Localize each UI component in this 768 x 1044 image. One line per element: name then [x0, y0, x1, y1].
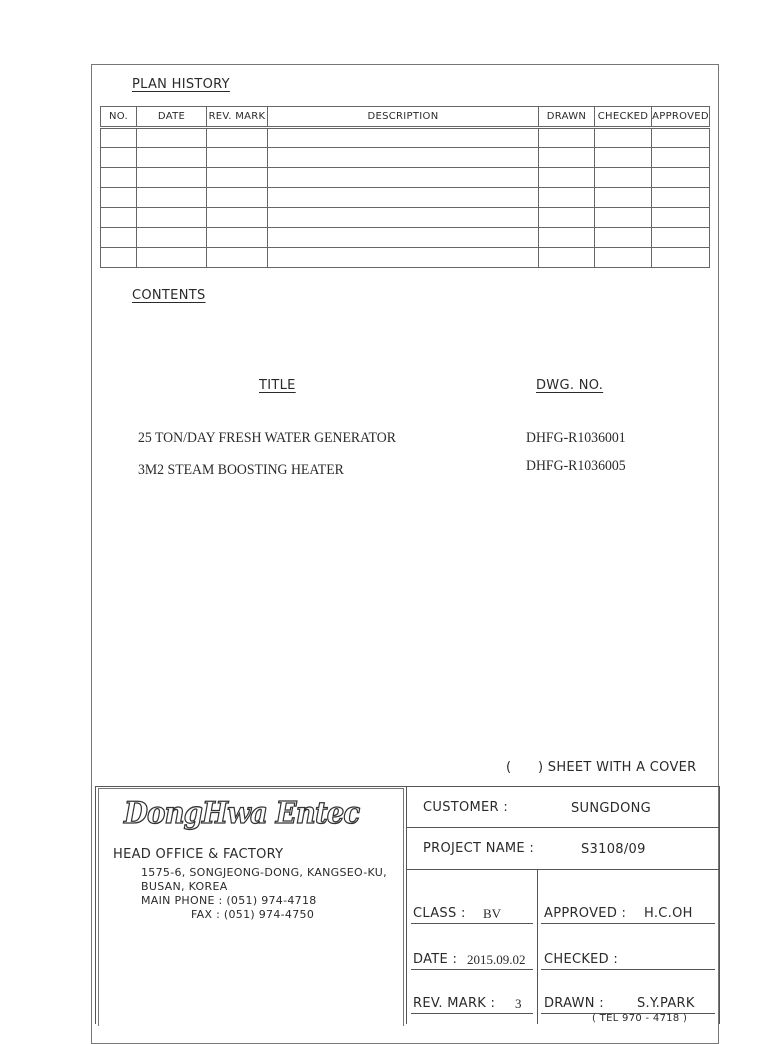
class-label: CLASS :: [413, 906, 466, 921]
field-underline: [541, 969, 715, 970]
table-cell: [137, 248, 207, 268]
table-cell: [595, 148, 652, 168]
contents-item-title: 3M2 STEAM BOOSTING HEATER: [138, 462, 344, 478]
table-cell: [539, 228, 595, 248]
table-row: [101, 188, 710, 208]
col-description: DESCRIPTION: [268, 107, 539, 128]
divider-line: [407, 827, 719, 828]
date-label: DATE :: [413, 952, 458, 967]
table-row: [101, 168, 710, 188]
divider-line: [407, 869, 719, 870]
table-cell: [101, 248, 137, 268]
table-header-row: [101, 107, 710, 128]
table-cell: [595, 208, 652, 228]
table-cell: [207, 208, 268, 228]
contents-item-dwg-no: DHFG-R1036001: [526, 430, 626, 446]
table-cell: [595, 188, 652, 208]
rev-mark-value: 3: [515, 996, 522, 1011]
drawn-label: DRAWN :: [544, 996, 604, 1011]
class-value: BV: [483, 906, 502, 921]
col-checked: CHECKED: [595, 107, 652, 128]
table-cell: [207, 248, 268, 268]
table-row: [101, 248, 710, 268]
plan-history-table: [100, 106, 710, 268]
checked-label: CHECKED :: [544, 952, 619, 967]
approved-label: APPROVED :: [544, 906, 627, 921]
table-cell: [268, 188, 539, 208]
contents-col-dwg-no: DWG. NO.: [536, 378, 604, 393]
project-name-label: PROJECT NAME :: [423, 841, 535, 856]
table-cell: [539, 148, 595, 168]
table-cell: [101, 208, 137, 228]
field-underline: [411, 1013, 533, 1014]
table-cell: [101, 128, 137, 148]
table-cell: [652, 128, 710, 148]
table-cell: [207, 128, 268, 148]
table-cell: [652, 208, 710, 228]
table-cell: [652, 148, 710, 168]
table-cell: [268, 128, 539, 148]
table-cell: [268, 228, 539, 248]
table-cell: [539, 128, 595, 148]
table-cell: [101, 148, 137, 168]
customer-label: CUSTOMER :: [423, 800, 508, 815]
drawn-value: S.Y.PARK: [637, 996, 695, 1011]
sheet-count-note: ( ) SHEET WITH A COVER: [506, 760, 697, 775]
table-row: [101, 208, 710, 228]
customer-value: SUNGDONG: [571, 801, 652, 816]
table-cell: [101, 188, 137, 208]
table-cell: [207, 228, 268, 248]
table-cell: [207, 188, 268, 208]
table-cell: [207, 148, 268, 168]
field-underline: [411, 923, 533, 924]
table-cell: [595, 228, 652, 248]
table-cell: [137, 188, 207, 208]
col-date: DATE: [137, 107, 207, 128]
table-cell: [652, 228, 710, 248]
divider-line: [537, 869, 538, 1024]
table-cell: [268, 208, 539, 228]
office-title: HEAD OFFICE & FACTORY: [113, 847, 284, 862]
table-cell: [268, 148, 539, 168]
company-logo: DongHwa Entec: [124, 796, 360, 831]
table-cell: [595, 248, 652, 268]
contents-item-title: 25 TON/DAY FRESH WATER GENERATOR: [138, 430, 396, 446]
table-cell: [539, 168, 595, 188]
drawn-tel: ( TEL 970 - 4718 ): [592, 1013, 688, 1024]
main-phone: MAIN PHONE : (051) 974-4718: [141, 894, 317, 907]
address-line-1: 1575-6, SONGJEONG-DONG, KANGSEO-KU,: [141, 866, 387, 879]
table-cell: [539, 208, 595, 228]
table-cell: [595, 128, 652, 148]
col-no: NO.: [101, 107, 137, 128]
table-cell: [268, 248, 539, 268]
col-rev-mark: REV. MARK: [207, 107, 268, 128]
table-cell: [652, 188, 710, 208]
table-cell: [101, 168, 137, 188]
table-cell: [137, 168, 207, 188]
col-drawn: DRAWN: [539, 107, 595, 128]
rev-mark-label: REV. MARK :: [413, 996, 496, 1011]
table-cell: [137, 148, 207, 168]
table-cell: [539, 188, 595, 208]
contents-col-title: TITLE: [259, 378, 296, 393]
date-value: 2015.09.02: [467, 952, 526, 967]
field-underline: [541, 923, 715, 924]
approved-value: H.C.OH: [644, 906, 693, 921]
table-row: [101, 128, 710, 148]
table-row: [101, 228, 710, 248]
contents-title: CONTENTS: [132, 288, 206, 303]
col-approved: APPROVED: [652, 107, 710, 128]
contents-item-dwg-no: DHFG-R1036005: [526, 458, 626, 474]
project-name-value: S3108/09: [581, 842, 646, 857]
table-cell: [207, 168, 268, 188]
table-cell: [595, 168, 652, 188]
table-cell: [539, 248, 595, 268]
table-cell: [652, 248, 710, 268]
address-line-2: BUSAN, KOREA: [141, 880, 228, 893]
table-row: [101, 148, 710, 168]
table-cell: [652, 168, 710, 188]
fax-number: FAX : (051) 974-4750: [191, 908, 315, 921]
table-cell: [101, 228, 137, 248]
table-cell: [268, 168, 539, 188]
table-cell: [137, 208, 207, 228]
plan-history-title: PLAN HISTORY: [132, 77, 230, 92]
field-underline: [411, 969, 533, 970]
table-cell: [137, 128, 207, 148]
divider-line: [719, 786, 720, 1024]
table-cell: [137, 228, 207, 248]
